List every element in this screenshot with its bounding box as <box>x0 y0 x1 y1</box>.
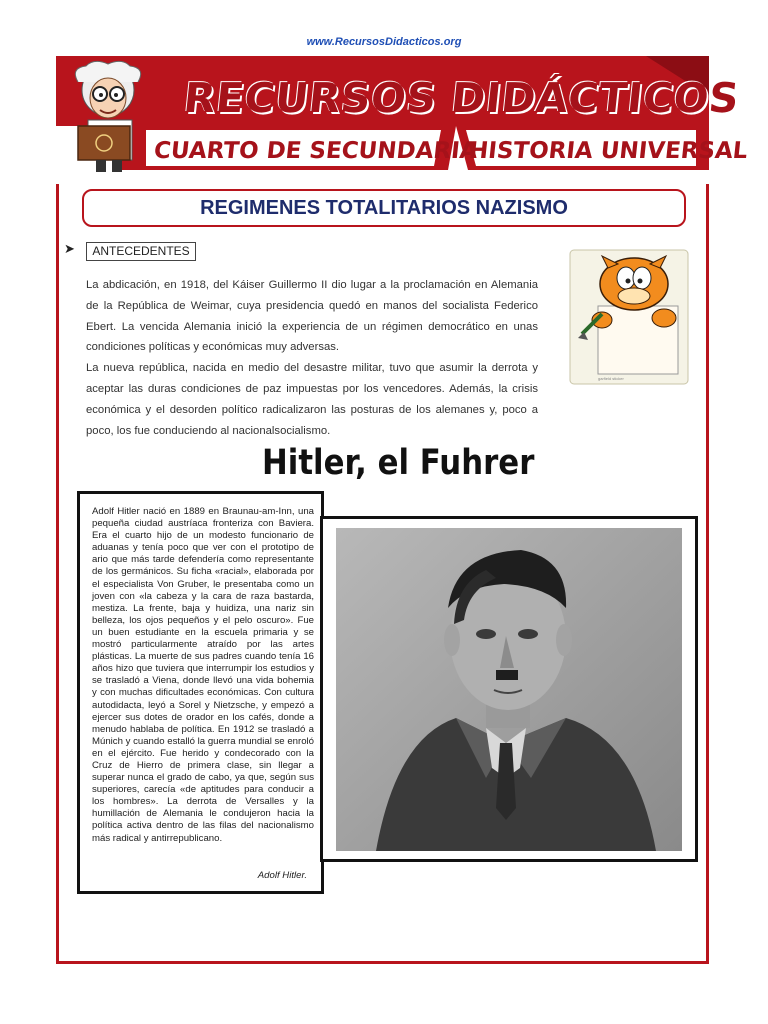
biography-text: Adolf Hitler nació en 1889 en Braunau-am-Inn, una pequeña ciudad austríaca fronteriza con Baviera. Era el cuarto hijo de un modesto funcionario de aduanas y tenía poco que ver con el prototipo de ario que más tarde defendería como representante de los germánicos. Su ficha «racial», elaborada por el especialista Von Gruber, le presentaba como un joven con «la cabeza y la cara de raza bastarda, mestiza. La frente, baja y huidiza, una nariz sin belleza, los ojos pequeños y el pelo oscuro». Fue un buen estudiante en la escuela primaria y se mostró particularmente atraído por las artes plásticas. La muerte de sus padres cuando tenía 16 años hizo que tuviera que interrumpir los estudios y se trasladó a Viena, donde llevó una vida bohemia y con muchas dificultades económicas. Con cultura autodidacta, leyó a Sorel y Nietzsche, y empezó a ejercer sus dotes de orador en los cafés, donde a menudo hablaba de política. En 1912 se trasladó a Múnich y cuando estalló la guerra mundial se enroló en el ejército. Fue herido y condecorado con la Cruz de Hierro de primera clase, sin llegar a superar nunca el grado de cabo, ya que, según sus superiores, carecía «de aptitudes para conducir a los hombres». La derrota de Versalles y la humillación de Alemania le condujeron hacia la política activa dentro de las filas del nacionalismo más radical y antirrepublicano. <box>92 506 314 844</box>
svg-text:garfield sticker: garfield sticker <box>598 376 624 381</box>
portrait-photo <box>336 528 682 851</box>
site-title: RECURSOS DIDÁCTICOS <box>181 74 742 122</box>
subject-label: HISTORIA UNIVERSAL <box>467 138 749 164</box>
garfield-sticker-image <box>568 248 690 391</box>
feature-headline: Hitler, el Fuhrer <box>262 443 535 483</box>
intro-paragraph: La nueva república, nacida en medio del desastre militar, tuvo que asumir la derrota y aceptar las duras condiciones de paz impuestas por los vencedores. Además, la crisis económica y el desorden político radicalizaron las posturas de los alemanes y, poco a poco, los fue conduciendo al nacionalsocialismo. <box>86 362 538 437</box>
professor-mascot-logo <box>60 60 160 185</box>
section-label: ANTECEDENTES <box>86 242 196 261</box>
biography-signature: Adolf Hitler. <box>257 870 307 881</box>
intro-text <box>86 275 538 441</box>
site-url[interactable]: www.RecursosDidacticos.org <box>306 36 462 48</box>
bullet-arrow-icon: ➤ <box>64 241 75 256</box>
intro-paragraph: La abdicación, en 1918, del Káiser Guillermo II dio lugar a la proclamación en Alemania de la República de Weimar, cuya presidencia quedó en manos del socialista Federico Ebert. La vencida Alemania inició la experiencia de un régimen democrático en unas condiciones políticas y económicas muy adversas. <box>86 279 538 354</box>
biography-box <box>77 491 324 894</box>
grade-label: CUARTO DE SECUNDARIA <box>152 138 479 164</box>
topic-title: REGIMENES TOTALITARIOS NAZISMO <box>82 189 686 227</box>
